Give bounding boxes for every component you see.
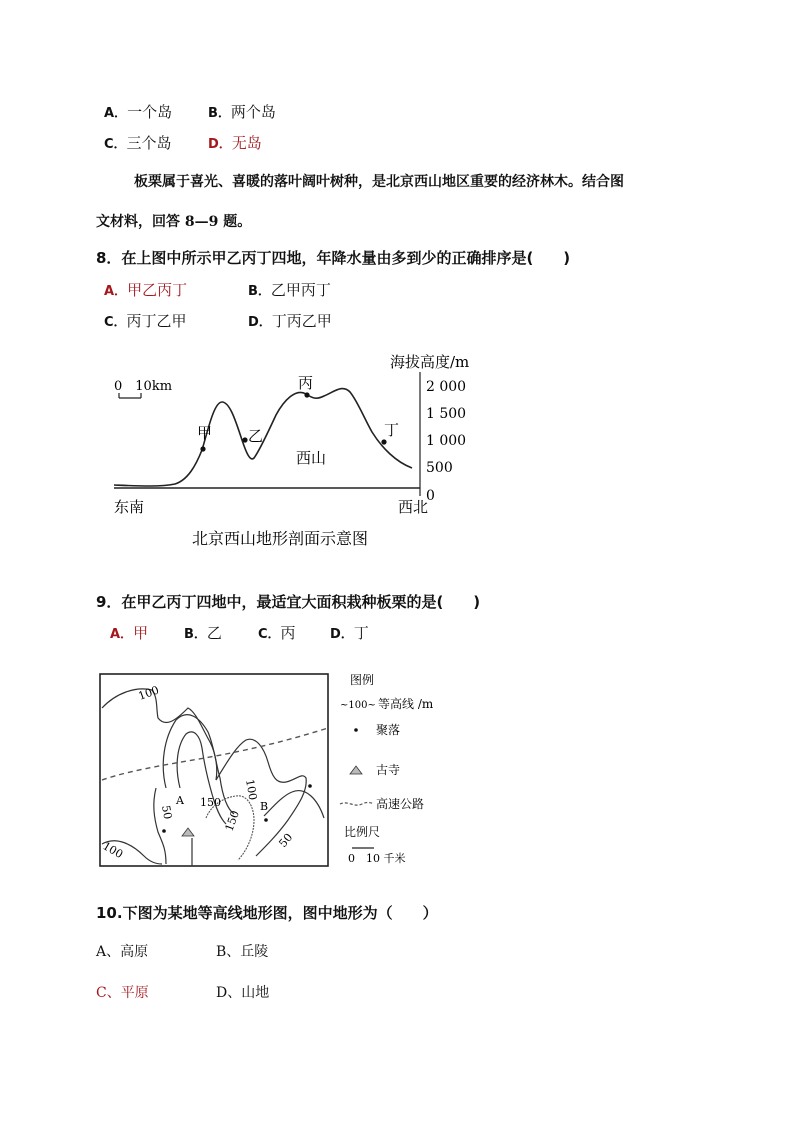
q8-option-b-letter: B． (248, 284, 271, 299)
profile-y-tick-1500: 1 500 (426, 406, 467, 422)
legend-settlement-label: 聚落 (376, 723, 401, 737)
legend-highway-label: 高速公路 (376, 797, 425, 811)
q10-option-c[interactable]: C、平原 (96, 985, 149, 1001)
profile-y-tick-2000: 2 000 (426, 379, 467, 395)
contour-map (96, 668, 446, 874)
temple-icon (182, 828, 194, 836)
contour-map-frame (100, 674, 328, 866)
q7-option-c-letter: C． (104, 137, 127, 152)
q7-option-d-letter: D． (208, 137, 232, 152)
q10-option-a[interactable]: A、高原 (96, 944, 149, 960)
passage-line-2: 文材料，回答 8—9 题。 (96, 214, 252, 230)
point-yi-marker (242, 437, 247, 442)
q8-option-c-letter: C． (104, 315, 127, 330)
profile-caption: 北京西山地形剖面示意图 (192, 529, 369, 548)
q8-option-a-text: 甲乙丙丁 (127, 281, 188, 299)
settlement-marker-1 (162, 829, 166, 833)
q7-option-a-letter: A． (104, 106, 128, 121)
contour-line-inner-ridge (177, 732, 226, 824)
point-b-label: B (260, 800, 269, 813)
q9-option-b-letter: B． (184, 627, 207, 642)
point-ding-marker (381, 439, 386, 444)
profile-y-tick-500: 500 (426, 460, 453, 476)
q9-option-a-letter: A． (110, 627, 134, 642)
q8-option-b[interactable] (248, 279, 331, 300)
legend-scale-label: 0 10 千米 (348, 852, 406, 865)
q8-option-c-text: 丙丁乙甲 (126, 312, 187, 330)
q8-option-d[interactable] (248, 310, 332, 331)
legend-temple-label: 古寺 (376, 763, 401, 777)
contour-label-150-center: 150 (200, 796, 221, 809)
q7-option-c[interactable] (104, 132, 172, 153)
profile-scale-label: 0 10km (114, 379, 173, 394)
q9-option-a-text: 甲 (133, 624, 149, 642)
q8-option-b-text: 乙甲丙丁 (270, 281, 331, 299)
point-bing-marker (304, 392, 309, 397)
point-jia-marker (200, 446, 205, 451)
profile-mountain-label: 西山 (296, 449, 327, 467)
point-jia-label: 甲 (197, 424, 213, 442)
q9-option-c-text: 丙 (280, 624, 296, 642)
q9-option-c[interactable] (258, 622, 296, 643)
profile-y-axis-title: 海拔高度/m (390, 353, 470, 371)
q7-option-d-text: 无岛 (231, 134, 262, 152)
profile-left-label: 东南 (114, 498, 145, 516)
q10-option-b[interactable]: B、丘陵 (216, 944, 269, 960)
contour-line-50-right (264, 791, 324, 818)
terrain-profile-diagram (100, 340, 480, 560)
legend-highway-icon (340, 803, 374, 806)
q9-option-a[interactable] (110, 622, 148, 643)
point-bing-label: 丙 (298, 374, 314, 392)
q7-option-a-text: 一个岛 (127, 103, 173, 121)
q8-option-d-letter: D． (248, 315, 272, 330)
q7-option-a[interactable] (104, 101, 172, 122)
legend-title: 图例 (350, 673, 375, 687)
q9-option-b[interactable] (184, 622, 222, 643)
point-a-label: A (176, 794, 184, 807)
q7-option-b-text: 两个岛 (230, 103, 276, 121)
q9-option-d-letter: D． (330, 627, 354, 642)
contour-line-150-a (163, 715, 234, 814)
q8-stem: 8．在上图中所示甲乙丙丁四地，年降水量由多到少的正确排序是( ) (96, 249, 571, 267)
q10-option-d[interactable]: D、山地 (216, 985, 270, 1001)
q8-option-a-letter: A． (104, 284, 128, 299)
legend-contour-label: 等高线 /m (378, 697, 434, 711)
legend-contour-symbol: ~100~ (340, 700, 376, 711)
q7-option-b[interactable] (208, 101, 276, 122)
settlement-marker-3 (308, 784, 312, 788)
q9-option-c-letter: C． (258, 627, 281, 642)
q8-option-a[interactable] (104, 279, 187, 300)
q9-option-d-text: 丁 (353, 624, 369, 642)
profile-y-tick-0: 0 (426, 488, 435, 504)
contour-label-100-bottom: 100 (100, 839, 126, 862)
passage-line-1: 板栗属于喜光、喜暖的落叶阔叶树种，是北京西山地区重要的经济林木。结合图 (134, 174, 624, 190)
point-ding-label: 丁 (384, 421, 400, 439)
q9-option-b-text: 乙 (206, 624, 222, 642)
legend-scale-title: 比例尺 (344, 825, 381, 839)
legend-temple-icon (350, 766, 362, 774)
contour-label-50-right: 50 (276, 830, 296, 850)
q7-option-b-letter: B． (208, 106, 231, 121)
q9-stem: 9．在甲乙丙丁四地中，最适宜大面积栽种板栗的是( ) (96, 593, 481, 611)
settlement-marker-2 (264, 818, 268, 822)
contour-label-150-low: 150 (222, 808, 243, 834)
contour-line-100-outer (102, 689, 217, 780)
q8-option-d-text: 丁丙乙甲 (271, 312, 332, 330)
contour-line-50 (154, 788, 166, 864)
profile-y-tick-1000: 1 000 (426, 433, 467, 449)
contour-label-50-left: 50 (159, 804, 175, 821)
profile-right-label: 西北 (398, 498, 429, 516)
q9-option-d[interactable] (330, 622, 369, 643)
contour-label-100-top: 100 (136, 683, 161, 703)
q7-option-c-text: 三个岛 (126, 134, 172, 152)
contour-label-100-right: 100 (243, 778, 260, 802)
legend-settlement-icon (354, 728, 358, 732)
point-yi-label: 乙 (248, 427, 264, 445)
q7-option-d[interactable] (208, 132, 262, 153)
q8-option-c[interactable] (104, 310, 187, 331)
q10-stem: 10.下图为某地等高线地形图，图中地形为（ ） (96, 904, 438, 922)
